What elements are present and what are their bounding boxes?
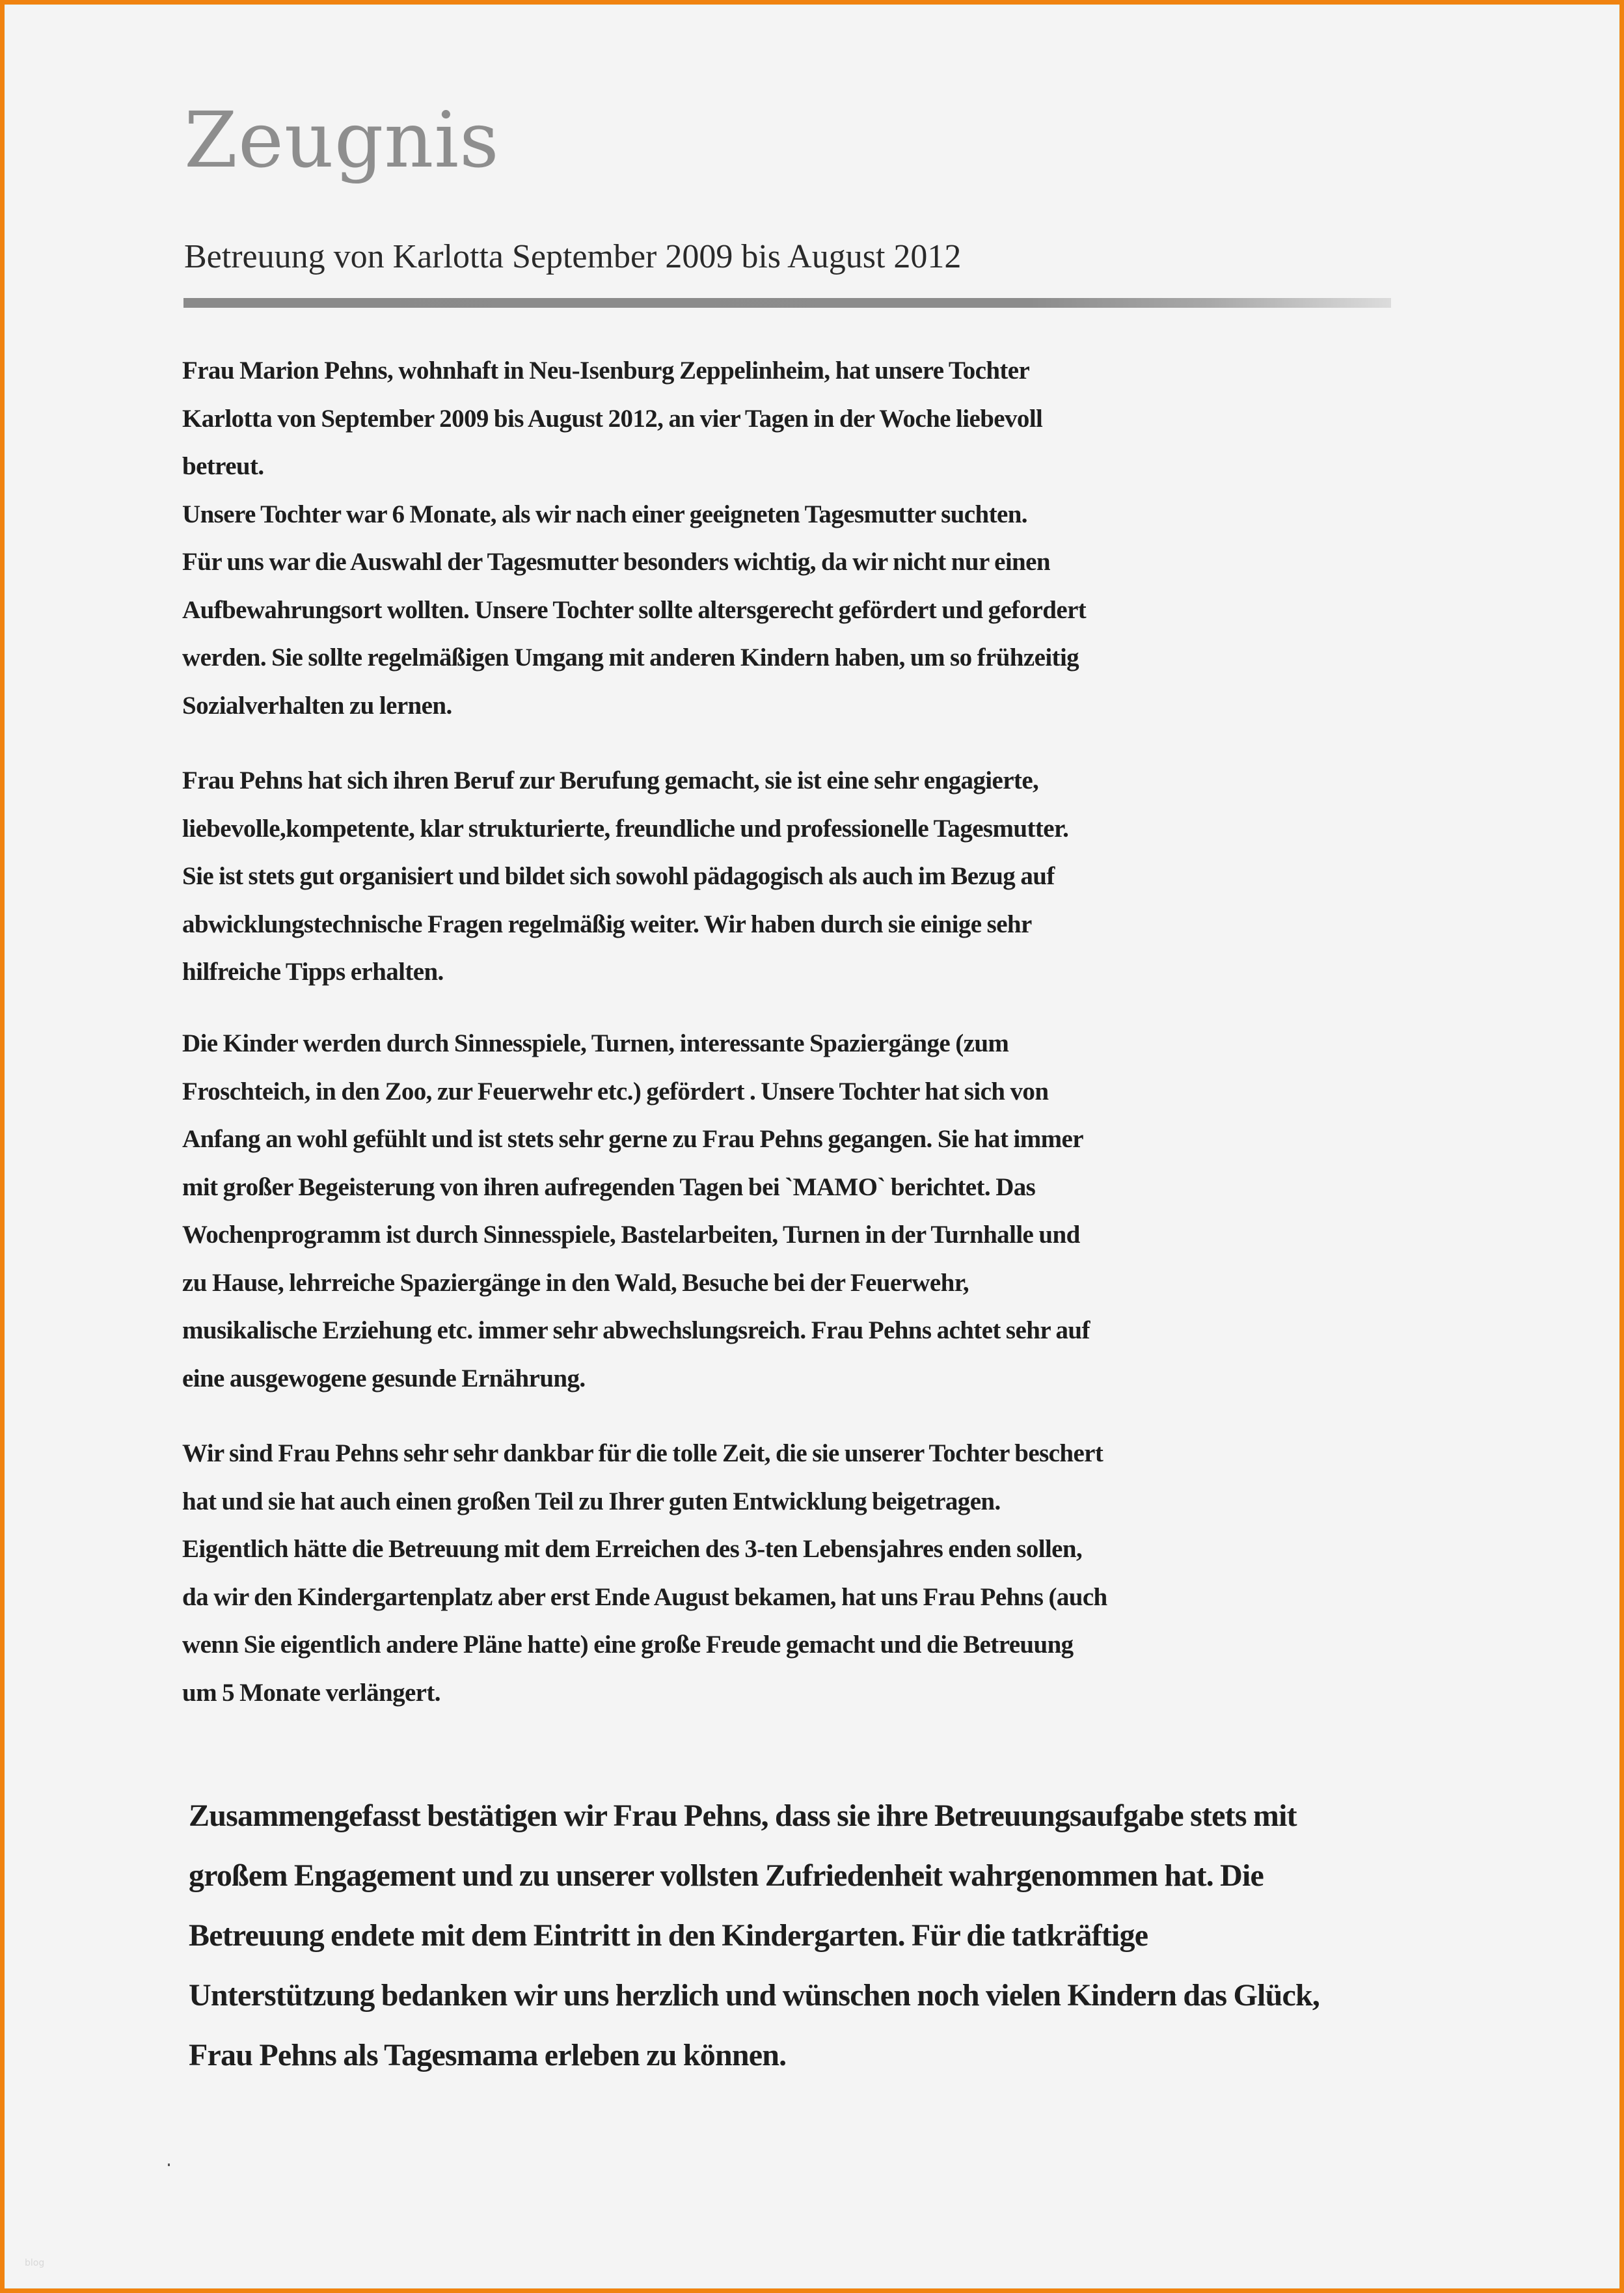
text-line: wenn Sie eigentlich andere Pläne hatte) eine große Freude gemacht und die Betreuung <box>182 1631 1074 1659</box>
text-line: Zusammengefasst bestätigen wir Frau Pehns, dass sie ihre Betreuungsaufgabe stets mit <box>189 1798 1297 1833</box>
document-title: Zeugnis <box>184 95 500 185</box>
text-line: zu Hause, lehrreiche Spaziergänge in den Wald, Besuche bei der Feuerwehr, <box>182 1268 969 1297</box>
text-line: Für uns war die Auswahl der Tagesmutter besonders wichtig, da wir nicht nur einen <box>182 548 1050 576</box>
text-line: Unterstützung bedanken wir uns herzlich und wünschen noch vielen Kindern das Glück, <box>189 1978 1320 2013</box>
text-line: Die Kinder werden durch Sinnesspiele, Turnen, interessante Spaziergänge (zum <box>182 1029 1009 1057</box>
text-line: musikalische Erziehung etc. immer sehr abwechslungsreich. Frau Pehns achtet sehr auf <box>182 1316 1090 1344</box>
text-line: großem Engagement und zu unserer vollsten Zufriedenheit wahrgenommen hat. Die <box>189 1858 1264 1893</box>
text-line: Frau Pehns als Tagesmama erleben zu können. <box>189 2038 787 2072</box>
text-line: Aufbewahrungsort wollten. Unsere Tochter sollte altersgerecht gefördert und gefordert <box>182 595 1087 624</box>
text-line: da wir den Kindergartenplatz aber erst Ende August bekamen, hat uns Frau Pehns (auch <box>182 1582 1107 1611</box>
text-line: Anfang an wohl gefühlt und ist stets sehr gerne zu Frau Pehns gegangen. Sie hat immer <box>182 1125 1083 1153</box>
text-line: werden. Sie sollte regelmäßigen Umgang mit anderen Kindern haben, um so frühzeitig <box>182 644 1079 672</box>
text-line: Betreuung endete mit dem Eintritt in den Kindergarten. Für die tatkräftige <box>189 1918 1148 1953</box>
text-line: betreut. <box>182 452 264 480</box>
paragraph-text <box>182 1430 1418 1716</box>
paragraph-gratitude <box>182 1430 1418 1716</box>
scan-speck <box>168 2164 170 2166</box>
text-line: Wochenprogramm ist durch Sinnesspiele, Bastelarbeiten, Turnen in der Turnhalle und <box>182 1221 1080 1249</box>
paragraph-text <box>182 1020 1418 1402</box>
watermark-text: blog <box>25 2258 45 2268</box>
text-line: Unsere Tochter war 6 Monate, als wir nach einer geeigneten Tagesmutter suchten. <box>182 500 1027 528</box>
paragraph-text <box>182 347 1418 729</box>
text-line: hilfreiche Tipps erhalten. <box>182 958 444 986</box>
paragraph-text <box>182 757 1418 996</box>
paragraph-activities <box>182 1020 1418 1402</box>
text-line: Sozialverhalten zu lernen. <box>182 691 452 720</box>
text-line: Froschteich, in den Zoo, zur Feuerwehr etc.) gefördert . Unsere Tochter hat sich von <box>182 1077 1049 1106</box>
text-line: liebevolle,kompetente, klar strukturierte, freundliche und professionelle Tagesmutter. <box>182 814 1069 843</box>
text-line: Frau Marion Pehns, wohnhaft in Neu-Isenburg Zeppelinheim, hat unsere Tochter <box>182 357 1030 385</box>
paragraph-qualities <box>182 757 1418 996</box>
title-divider-rule <box>183 298 1391 308</box>
text-line: Wir sind Frau Pehns sehr sehr dankbar für die tolle Zeit, die sie unserer Tochter beschert <box>182 1439 1103 1467</box>
text-line: Frau Pehns hat sich ihren Beruf zur Berufung gemacht, sie ist eine sehr engagierte, <box>182 767 1039 794</box>
text-line: hat und sie hat auch einen großen Teil zu Ihrer guten Entwicklung beigetragen. <box>182 1487 1001 1515</box>
paragraph-text <box>189 1786 1425 2085</box>
paragraph-summary <box>189 1786 1425 2085</box>
document-subtitle: Betreuung von Karlotta September 2009 bis August 2012 <box>184 238 962 275</box>
paragraph-intro <box>182 347 1418 729</box>
text-line: Eigentlich hätte die Betreuung mit dem Erreichen des 3-ten Lebensjahres enden sollen, <box>182 1535 1083 1563</box>
text-line: abwicklungstechnische Fragen regelmäßig weiter. Wir haben durch sie einige sehr <box>182 910 1032 938</box>
text-line: eine ausgewogene gesunde Ernährung. <box>182 1364 586 1392</box>
text-line: um 5 Monate verlängert. <box>182 1678 440 1707</box>
text-line: Sie ist stets gut organisiert und bildet sich sowohl pädagogisch als auch im Bezug auf <box>182 862 1055 890</box>
text-line: mit großer Begeisterung von ihren aufregenden Tagen bei `MAMO` berichtet. Das <box>182 1173 1036 1201</box>
text-line: Karlotta von September 2009 bis August 2012, an vier Tagen in der Woche liebevoll <box>182 404 1043 433</box>
